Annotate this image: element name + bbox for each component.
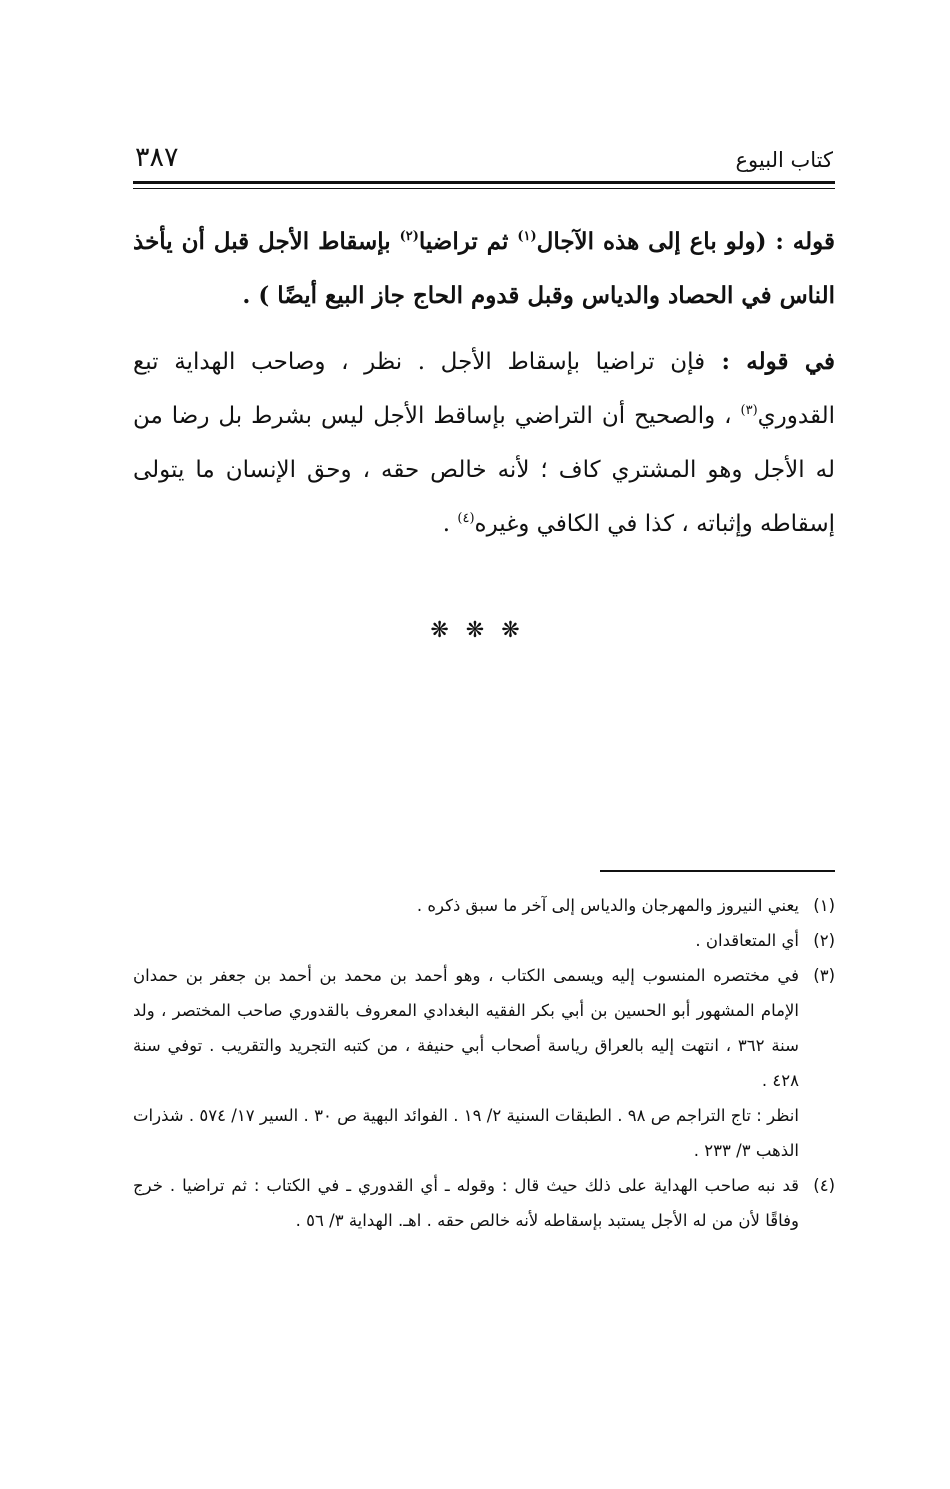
header-rule-thick bbox=[133, 181, 835, 184]
sharh-paragraph bbox=[133, 335, 835, 551]
page-number: ٣٨٧ bbox=[135, 142, 179, 173]
footnote-number: (٤) bbox=[813, 1176, 835, 1195]
main-text bbox=[133, 215, 835, 551]
footnote-ref-2: (٢) bbox=[399, 229, 419, 244]
footnote-text: قد نبه صاحب الهداية على ذلك حيث قال : وقوله ـ أي القدوري ـ في الكتاب : ثم تراضيا . خرج وفاقًا لأن من له الأجل يستبد بإسقاطه لأنه خالص حقه . اهـ. الهداية ٣/ ٥٦ . bbox=[133, 1176, 799, 1230]
footnote-4 bbox=[133, 1168, 835, 1238]
footnote-ref-4: (٤) bbox=[457, 511, 475, 526]
sharh-text-2: ، والصحيح أن التراضي بإساقط الأجل ليس بشرط بل رضا من له الأجل وهو المشتري كاف ؛ لأنه خالص حقه ، وحق الإنسان ما يتولى إسقاطه وإثباته ، كذا في الكافي وغيره bbox=[133, 403, 835, 537]
footnote-rule bbox=[600, 870, 835, 872]
sharh-text-3: . bbox=[442, 511, 458, 537]
matn-text-1: قوله : (ولو باع إلى هذه الآجال bbox=[536, 228, 835, 255]
footnote-ref-3: (٣) bbox=[740, 403, 758, 418]
matn-text-3: بإسقاط الأجل قبل أن يأخذ الناس في الحصاد والدياس وقبل قدوم الحاج جاز البيع أيضًا ) . bbox=[133, 228, 835, 309]
footnote-body bbox=[133, 958, 799, 1168]
footnote-references: انظر : تاج التراجم ص ٩٨ . الطبقات السنية ٢/ ١٩ . الفوائد البهية ص ٣٠ . السير ١٧/ ٥٧٤ . شذرات الذهب ٣/ ٢٣٣ . bbox=[133, 1106, 799, 1160]
page-header bbox=[133, 140, 833, 180]
sharh-text-1: فإن تراضيا بإسقاط الأجل . نظر ، وصاحب الهداية تبع القدوري bbox=[133, 349, 835, 429]
section-separator: ❋ ❋ ❋ bbox=[430, 618, 520, 643]
footnote-number: (١) bbox=[813, 896, 835, 915]
footnote-1 bbox=[133, 888, 835, 923]
matn-text-2: ثم تراضيا bbox=[418, 228, 518, 255]
matn-paragraph bbox=[133, 215, 835, 323]
sharh-lead: في قوله : bbox=[705, 348, 835, 375]
footnote-number: (٢) bbox=[813, 931, 835, 950]
footnote-text: يعني النيروز والمهرجان والدياس إلى آخر ما سبق ذكره . bbox=[416, 896, 799, 915]
footnotes bbox=[133, 888, 835, 1238]
running-title: كتاب البيوع bbox=[735, 148, 833, 172]
header-rule-thin bbox=[133, 188, 835, 189]
footnote-2 bbox=[133, 923, 835, 958]
footnote-text: أي المتعاقدان . bbox=[695, 931, 799, 950]
footnote-ref-1: (١) bbox=[517, 229, 537, 244]
footnote-number: (٣) bbox=[813, 966, 835, 985]
footnote-3 bbox=[133, 958, 835, 1168]
footnote-text: في مختصره المنسوب إليه ويسمى الكتاب ، وهو أحمد بن محمد بن أحمد بن جعفر بن حمدان الإمام المشهور أبو الحسين بن أبي بكر الفقيه البغدادي المعروف بالقدوري صاحب المختصر ، ولد سنة ٣٦٢ ، انتهت إليه بالعراق رياسة أصحاب أبي حنيفة ، من كتبه التجريد والتقريب . توفي سنة ٤٢٨ . bbox=[133, 966, 799, 1090]
